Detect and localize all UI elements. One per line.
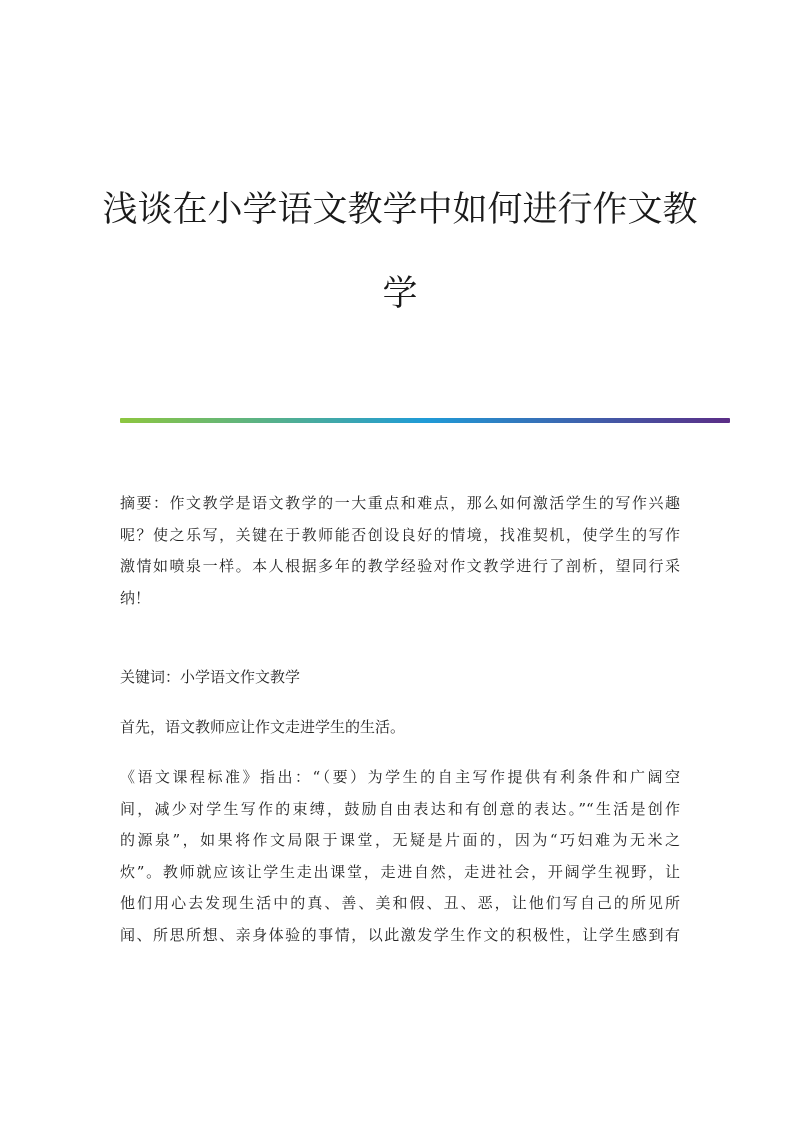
first-point-line: 首先，语文教师应让作文走进学生的生活。 [120, 718, 406, 736]
abstract-line: 呢？使之乐写，关键在于教师能否创设良好的情境，找准契机，使学生的写作 [120, 525, 680, 544]
document-title-line-1: 浅谈在小学语文教学中如何进行作文教 [102, 190, 698, 230]
keywords-paragraph [120, 662, 680, 694]
body-paragraph [120, 762, 680, 951]
abstract-line: 激情如喷泉一样。本人根据多年的教学经验对作文教学进行了剖析，望同行采 [120, 557, 680, 575]
body-line: 炊”。教师就应该让学生走出课堂，走进自然，走进社会，开阔学生视野，让 [120, 862, 680, 881]
document-title-line-2: 学 [382, 274, 418, 314]
title-divider [120, 418, 730, 423]
abstract-paragraph [120, 488, 680, 614]
body-line: 《语文课程标准》指出：“（要）为学生的自主写作提供有利条件和广阔空 [120, 768, 680, 786]
body-line: 间，减少对学生写作的束缚，鼓励自由表达和有创意的表达。”“生活是创作 [120, 799, 680, 818]
first-point-paragraph [120, 712, 680, 744]
body-line: 闻、所思所想、亲身体验的事情，以此激发学生作文的积极性，让学生感到有 [120, 925, 680, 944]
body-line: 他们用心去发现生活中的真、善、美和假、丑、恶，让他们写自己的所见所 [120, 894, 680, 912]
body-line: 的源泉”，如果将作文局限于课堂，无疑是片面的，因为“巧妇难为无米之 [120, 831, 680, 849]
abstract-line: 纳！ [120, 588, 151, 607]
keywords-line: 关键词：小学语文作文教学 [120, 668, 301, 686]
abstract-line: 摘要：作文教学是语文教学的一大重点和难点，那么如何激活学生的写作兴趣 [120, 494, 680, 512]
